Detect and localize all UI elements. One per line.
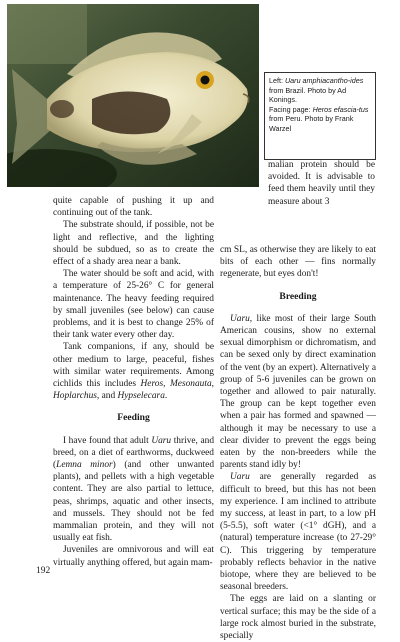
fish-photo	[7, 4, 259, 187]
paragraph: cm SL, as otherwise they are likely to eat bits of each other — fins normally regenerate, but eyes don't!	[220, 245, 376, 280]
section-heading-feeding: Feeding	[117, 412, 150, 424]
photo-caption	[264, 72, 376, 160]
paragraph: The water should be soft and acid, with a temperature of 25-26° C for general maintenance. The heavy feeding required by small juveniles (see below) can cause problems, and it is best to change 25% of their tank water every other day.	[53, 269, 214, 341]
right-top-paragraph: malian protein should be avoided. It is advisable to feed them heavily until they measure about 3	[268, 160, 375, 207]
caption-line-2: Facing page: Heros efascia-tus from Peru. Photo by Frank Warzel	[269, 104, 369, 133]
paragraph: quite capable of pushing it up and continuing out of the tank.	[53, 196, 214, 219]
uaru-fish-illustration	[7, 4, 259, 187]
paragraph: I have found that adult Uaru thrive, and breed, on a diet of earthworms, duckweed (Lemna minor) (and other unwanted plants), and pellets with a high vegetable content. They are also partial to lettuce, peas, shrimps, aquatic and other insects, and mussels. They should not be fed mammalian protein, and they will not usually eat fish.	[53, 435, 215, 544]
section-heading-breeding: Breeding	[279, 290, 317, 302]
paragraph: Juveniles are omnivorous and will eat virtually anything offered, but again mam-	[53, 545, 214, 568]
right-column-top	[268, 159, 375, 208]
paragraph: Uaru, like most of their large South American cousins, show no external sexual dimorphism or dichromatism, and can be sexed only by direct examination of the vent (by an expert). Alternatively a group of 5-6 juveniles can be grown on together and allowed to pair naturally. The group can be kept together even when a pair has formed and spawned — although it may be necessary to use a clear divider to prevent the eggs being eaten by the non-breeders while the parents stand idly by!	[220, 313, 376, 471]
right-column	[220, 244, 376, 642]
left-column	[53, 195, 214, 569]
paragraph: Tank companions, if any, should be other medium to large, peaceful, fishes with similar water requirements. Among cichlids this includes Heros, Mesonauta, Hoplarchus, and Hypselecara.	[53, 342, 214, 402]
paragraph: The substrate should, if possible, not be light and reflective, and the lighting should be subdued, so as to create the effect of a shady area near a bank.	[53, 220, 214, 268]
paragraph: The eggs are laid on a slanting or vertical surface; this may be the side of a large rock almost buried in the substrate, specially	[220, 594, 376, 642]
paragraph: Uaru are generally regarded as difficult to breed, but this has not been my experience. I am inclined to attribute my success, at least in part, to a low pH (5-5.5), soft water (<1° dGH), and a (natural) temperature increase (to 27-29° C). This triggering by temperature probably reflects behavior in the native biotope, where they are believed to be seasonal breeders.	[220, 472, 376, 593]
caption-line-1: Left: Uaru amphiacantho-ides from Brazil. Photo by Ad Konings.	[269, 76, 364, 105]
page-number: 192	[36, 566, 51, 576]
